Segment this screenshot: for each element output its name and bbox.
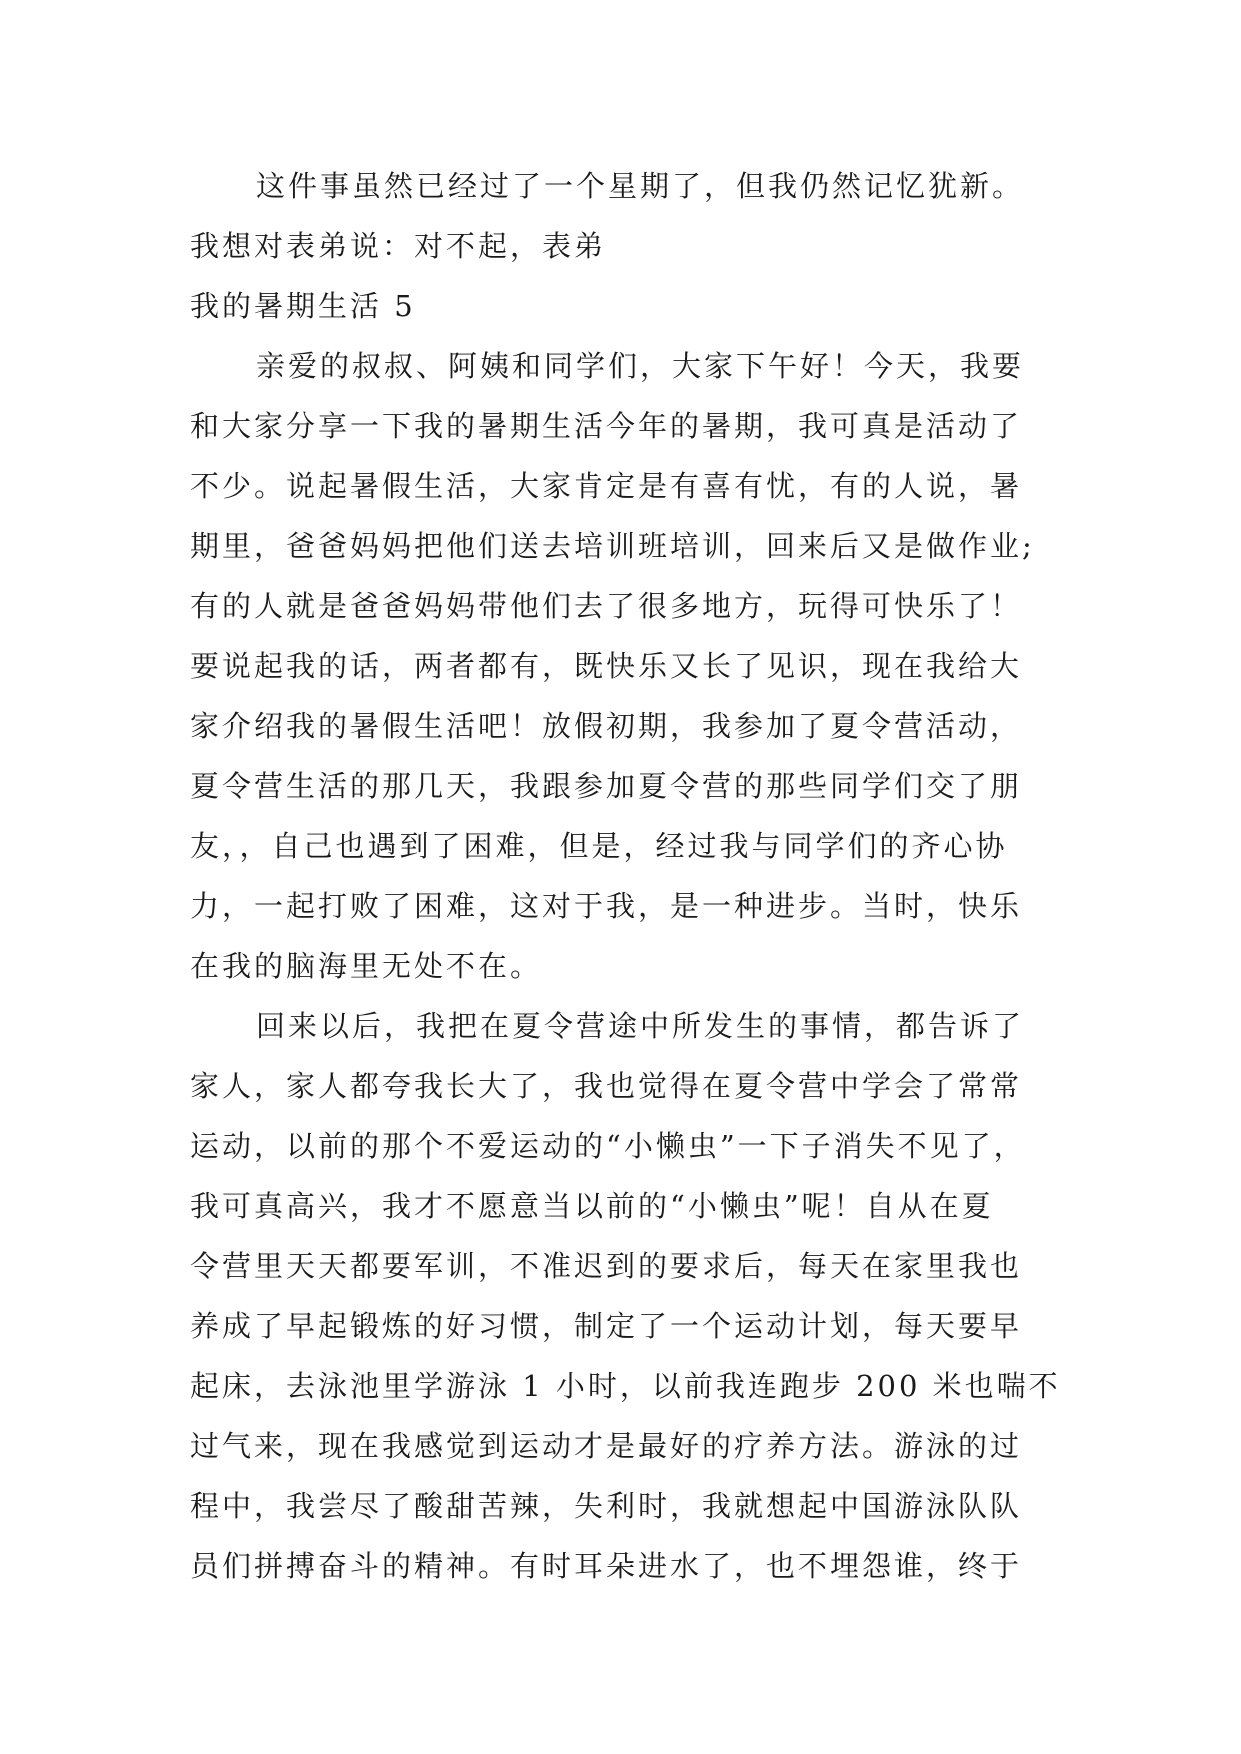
- section-heading: 我的暑期生活 5: [190, 289, 416, 323]
- text-line: 运动，以前的那个不爱运动的“小懒虫”一下子消失不见了，: [190, 1129, 1026, 1163]
- text-line: 家人，家人都夸我长大了，我也觉得在夏令营中学会了常常: [190, 1069, 1023, 1103]
- text-line: 亲爱的叔叔、阿姨和同学们，大家下午好！今天，我要: [256, 349, 1025, 383]
- text-line: 在我的脑海里无处不在。: [190, 949, 543, 983]
- text-line: 这件事虽然已经过了一个星期了，但我仍然记忆犹新。: [256, 169, 1025, 203]
- text-line: 令营里天天都要军训，不准迟到的要求后，每天在家里我也: [190, 1249, 1023, 1283]
- text-line: 我可真高兴，我才不愿意当以前的“小懒虫”呢！自从在夏: [190, 1189, 994, 1223]
- text-line: 期里，爸爸妈妈把他们送去培训班培训，回来后又是做作业;: [190, 529, 1035, 563]
- text-line: 我想对表弟说：对不起，表弟: [190, 229, 607, 263]
- text-line: 家介绍我的暑假生活吧！放假初期，我参加了夏令营活动，: [190, 709, 1023, 743]
- text-line: 养成了早起锻炼的好习惯，制定了一个运动计划，每天要早: [190, 1309, 1023, 1343]
- text-line: 不少。说起暑假生活，大家肯定是有喜有忧，有的人说，暑: [190, 469, 1023, 503]
- text-line: 回来以后，我把在夏令营途中所发生的事情，都告诉了: [256, 1009, 1025, 1043]
- text-line: 有的人就是爸爸妈妈带他们去了很多地方，玩得可快乐了！: [190, 589, 1023, 623]
- text-line: 员们拼搏奋斗的精神。有时耳朵进水了，也不埋怨谁，终于: [190, 1549, 1023, 1583]
- text-line: 起床，去泳池里学游泳 1 小时，以前我连跑步 200 米也喘不: [190, 1369, 1061, 1403]
- text-line: 程中，我尝尽了酸甜苦辣，失利时，我就想起中国游泳队队: [190, 1489, 1023, 1523]
- text-line: 要说起我的话，两者都有，既快乐又长了见识，现在我给大: [190, 649, 1023, 683]
- text-line: 力，一起打败了困难，这对于我，是一种进步。当时，快乐: [190, 889, 1023, 923]
- text-line: 夏令营生活的那几天，我跟参加夏令营的那些同学们交了朋: [190, 769, 1023, 803]
- text-line: 友，，自己也遇到了困难，但是，经过我与同学们的齐心协: [190, 829, 1008, 863]
- text-line: 和大家分享一下我的暑期生活今年的暑期，我可真是活动了: [190, 409, 1023, 443]
- text-line: 过气来，现在我感觉到运动才是最好的疗养方法。游泳的过: [190, 1429, 1023, 1463]
